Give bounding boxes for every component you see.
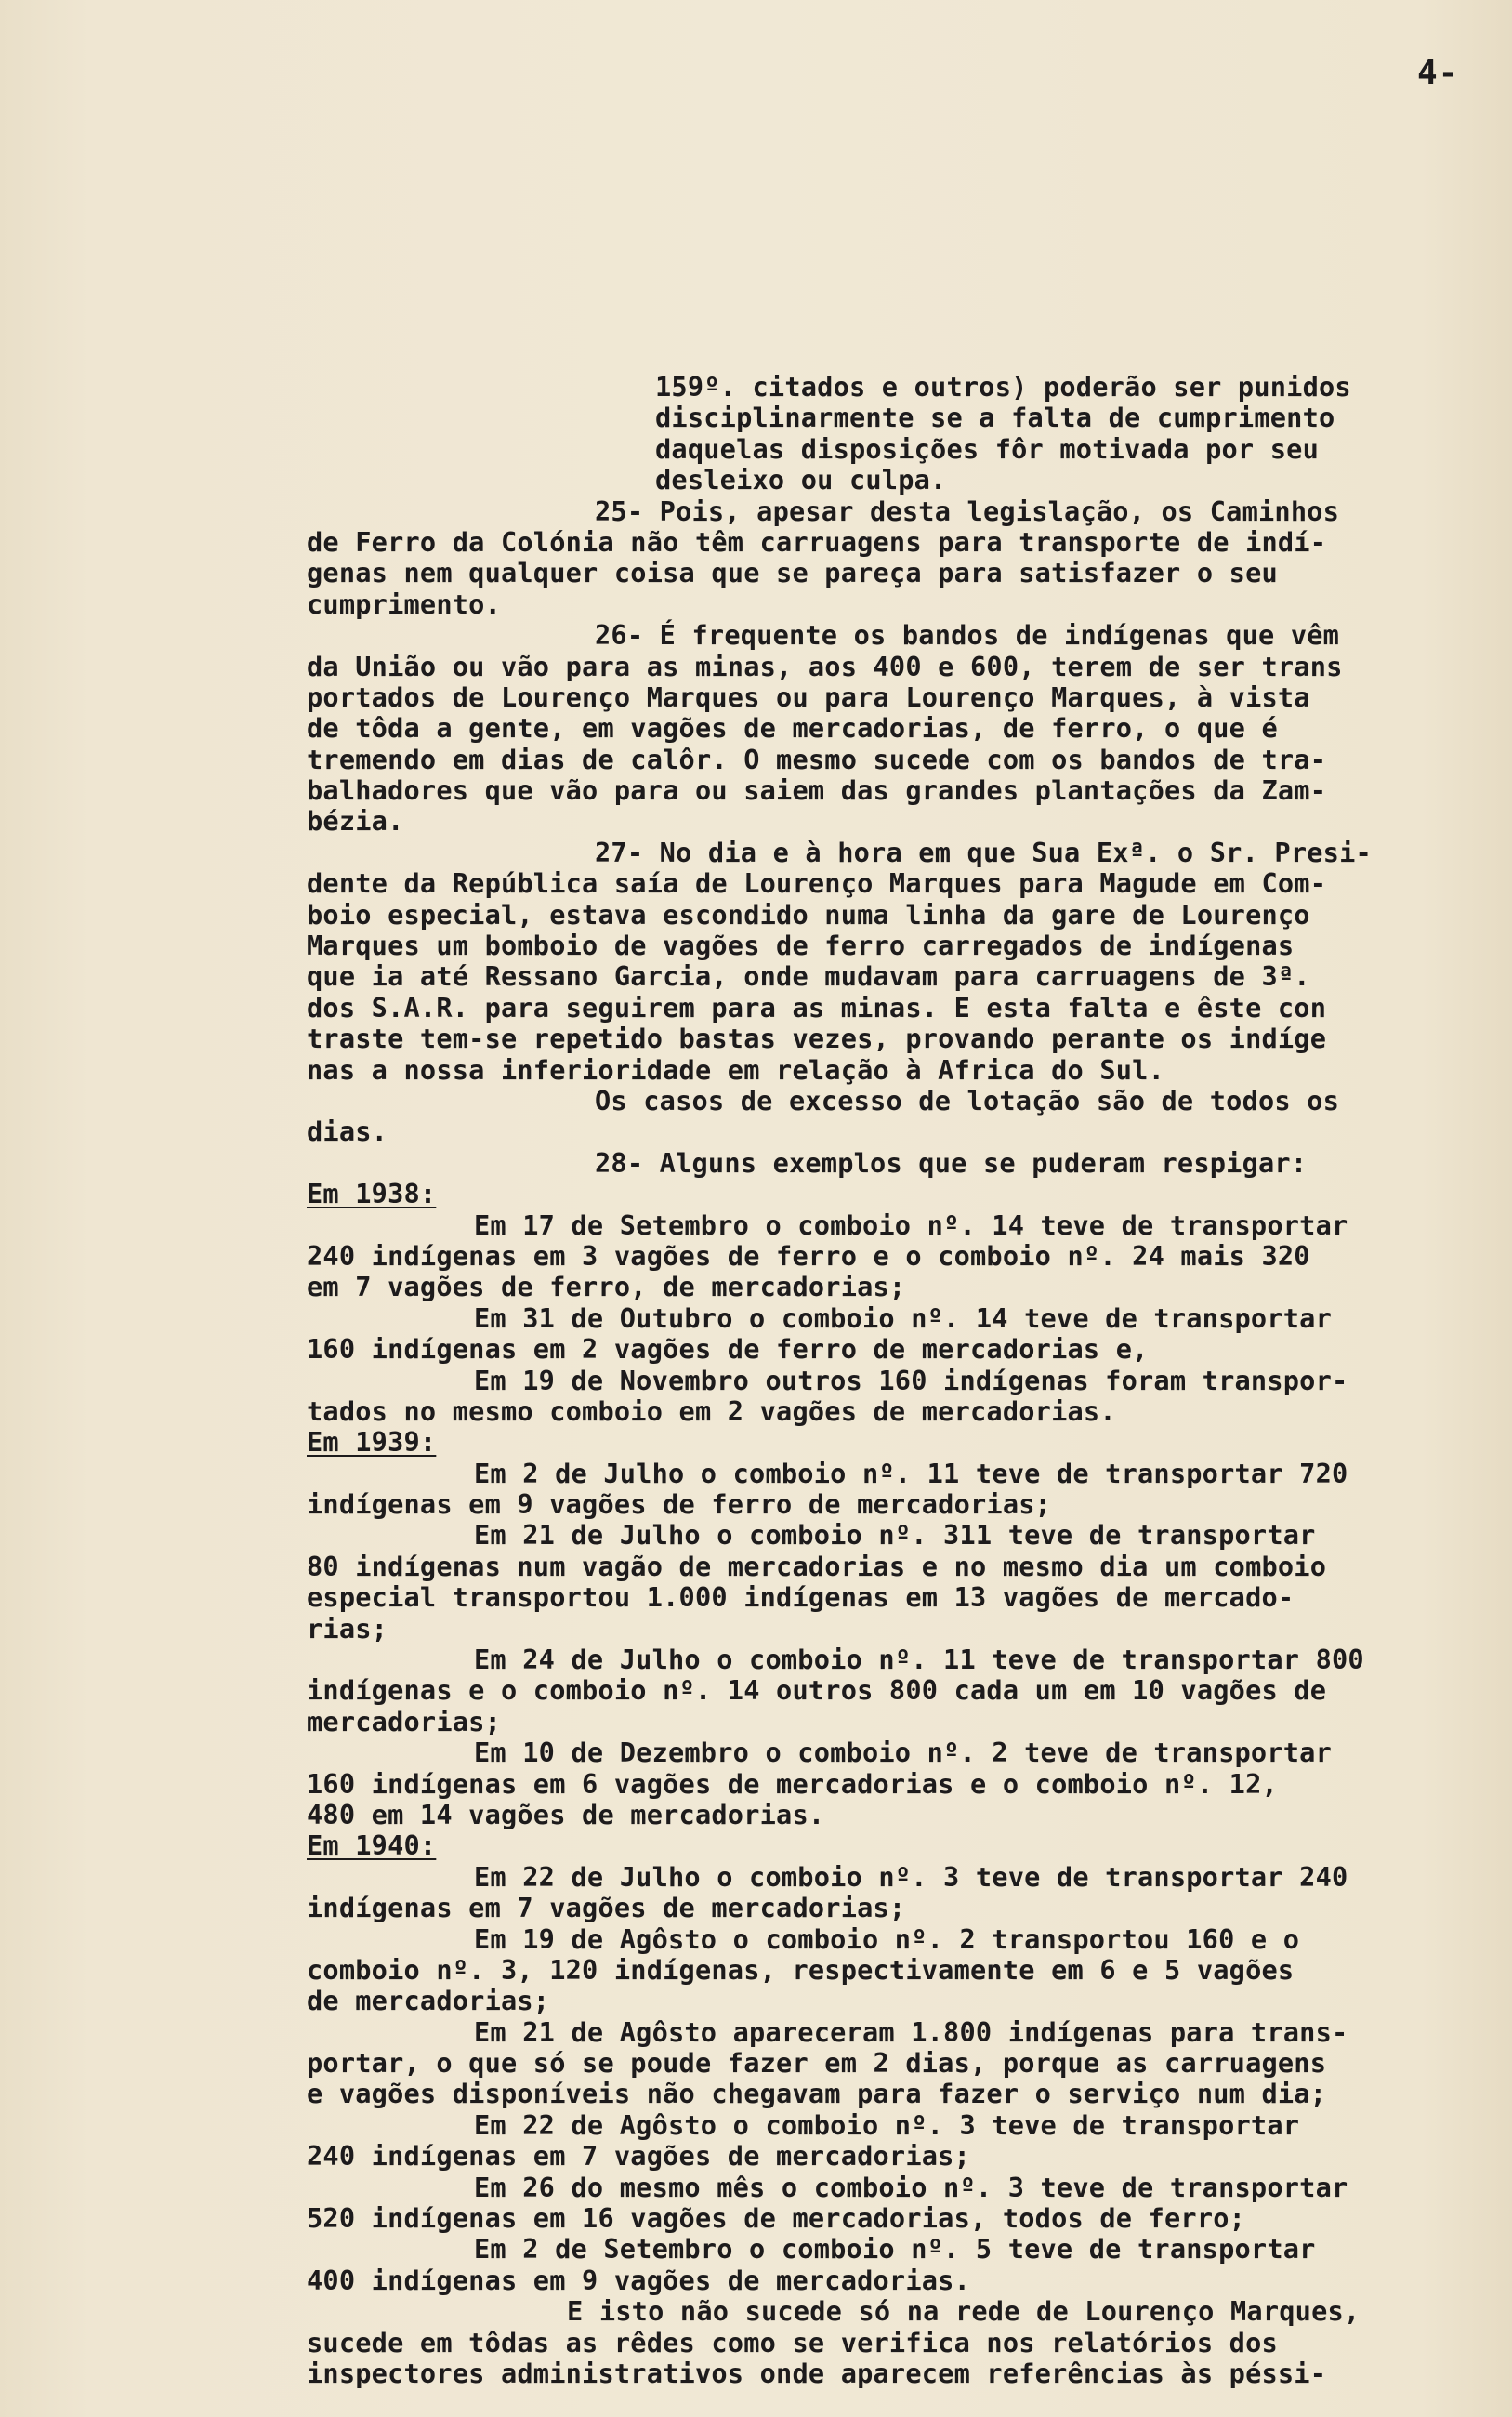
text-line: portados de Lourenço Marques ou para Lourenço Marques, à vista bbox=[307, 680, 1310, 713]
text-line: portar, o que só se poude fazer em 2 dias, porque as carruagens bbox=[307, 2047, 1327, 2080]
year-heading: Em 1938: bbox=[307, 1178, 437, 1210]
text-line bbox=[307, 1427, 1487, 1458]
text-line: cumprimento. bbox=[307, 588, 501, 620]
text-line: comboio nº. 3, 120 indígenas, respectivamente em 6 e 5 vagões bbox=[307, 1953, 1295, 1986]
text-line: especial transportou 1.000 indígenas em 13 vagões de mercado- bbox=[307, 1581, 1295, 1614]
year-heading: Em 1940: bbox=[307, 1829, 437, 1862]
text-line: Marques um bomboio de vagões de ferro carregados de indígenas bbox=[307, 930, 1295, 962]
text-line: nas a nossa inferioridade em relação à Africa do Sul. bbox=[307, 1053, 1164, 1086]
page-number: 4- bbox=[1417, 54, 1460, 92]
text-line: disciplinarmente se a falta de cumprimento bbox=[655, 402, 1335, 434]
text-line: 80 indígenas num vagão de mercadorias e no mesmo dia um comboio bbox=[307, 1550, 1327, 1582]
text-line: de Ferro da Colónia não têm carruagens para transporte de indí- bbox=[307, 525, 1327, 558]
text-line: 520 indígenas em 16 vagões de mercadorias, todos de ferro; bbox=[307, 2202, 1246, 2235]
text-line: 240 indígenas em 7 vagões de mercadorias; bbox=[307, 2140, 971, 2173]
text-line: Em 21 de Julho o comboio nº. 311 teve de transportar bbox=[474, 1519, 1316, 1552]
text-line: Em 2 de Setembro o comboio nº. 5 teve de transportar bbox=[474, 2233, 1316, 2265]
text-line: Em 26 do mesmo mês o comboio nº. 3 teve de transportar bbox=[474, 2171, 1348, 2203]
text-line: da União ou vão para as minas, aos 400 e 600, terem de ser trans bbox=[307, 650, 1343, 682]
text-line: Em 24 de Julho o comboio nº. 11 teve de transportar 800 bbox=[474, 1644, 1364, 1676]
text-line: bézia. bbox=[307, 805, 404, 838]
text-line: dias. bbox=[307, 1116, 388, 1148]
text-line: 28- Alguns exemplos que se puderam respigar: bbox=[595, 1146, 1308, 1179]
text-line: indígenas e o comboio nº. 14 outros 800 cada um em 10 vagões de bbox=[307, 1674, 1327, 1707]
text-line: Em 22 de Agôsto o comboio nº. 3 teve de transportar bbox=[474, 2108, 1300, 2141]
text-line: 160 indígenas em 6 vagões de mercadorias e o comboio nº. 12, bbox=[307, 1767, 1278, 1800]
text-line: dos S.A.R. para seguirem para as minas. E esta falta e êste con bbox=[307, 991, 1327, 1024]
text-line: 160 indígenas em 2 vagões de ferro de mercadorias e, bbox=[307, 1333, 1149, 1366]
text-line: mercadorias; bbox=[307, 1705, 501, 1737]
text-line: 480 em 14 vagões de mercadorias. bbox=[307, 1798, 825, 1830]
text-line: 400 indígenas em 9 vagões de mercadorias. bbox=[307, 2264, 971, 2296]
text-line: Em 21 de Agôsto apareceram 1.800 indígenas para trans- bbox=[474, 2015, 1348, 2048]
text-line: daquelas disposições fôr motivada por seu bbox=[655, 432, 1320, 465]
text-line: boio especial, estava escondido numa linha da gare de Lourenço bbox=[307, 898, 1310, 931]
text-line: traste tem-se repetido bastas vezes, provando perante os indíge bbox=[307, 1023, 1327, 1055]
text-line: desleixo ou culpa. bbox=[655, 464, 947, 496]
text-line: Em 22 de Julho o comboio nº. 3 teve de transportar 240 bbox=[474, 1860, 1348, 1893]
text-line: Os casos de excesso de lotação são de todos os bbox=[595, 1084, 1340, 1116]
text-line: 159º. citados e outros) poderão ser punidos bbox=[655, 371, 1351, 403]
text-line: indígenas em 9 vagões de ferro de mercadorias; bbox=[307, 1488, 1052, 1521]
text-line: Em 2 de Julho o comboio nº. 11 teve de transportar 720 bbox=[474, 1457, 1348, 1489]
text-line bbox=[307, 1830, 1487, 1861]
document-body bbox=[307, 372, 1487, 2389]
text-line: de mercadorias; bbox=[307, 1985, 550, 2017]
text-line: balhadores que vão para ou saiem das grandes plantações da Zam- bbox=[307, 774, 1327, 807]
text-line: genas nem qualquer coisa que se pareça para satisfazer o seu bbox=[307, 557, 1278, 589]
text-line bbox=[307, 1179, 1487, 1209]
text-line: Em 19 de Novembro outros 160 indígenas foram transpor- bbox=[474, 1364, 1348, 1396]
text-line: de tôda a gente, em vagões de mercadorias, de ferro, o que é bbox=[307, 712, 1278, 745]
text-line: 27- No dia e à hora em que Sua Exª. o Sr. Presi- bbox=[595, 836, 1372, 868]
text-line: tremendo em dias de calôr. O mesmo sucede com os bandos de tra- bbox=[307, 743, 1327, 775]
text-line: Em 31 de Outubro o comboio nº. 14 teve de transportar bbox=[474, 1301, 1332, 1334]
text-line: tados no mesmo comboio em 2 vagões de mercadorias. bbox=[307, 1394, 1116, 1427]
text-line: 26- É frequente os bandos de indígenas que vêm bbox=[595, 619, 1340, 652]
text-line: Em 17 de Setembro o comboio nº. 14 teve de transportar bbox=[474, 1208, 1348, 1241]
text-line: E isto não sucede só na rede de Lourenço Marques, bbox=[567, 2295, 1361, 2328]
text-line: sucede em tôdas as rêdes como se verifica nos relatórios dos bbox=[307, 2326, 1278, 2358]
text-line: Em 10 de Dezembro o comboio nº. 2 teve de transportar bbox=[474, 1737, 1332, 1769]
text-line: em 7 vagões de ferro, de mercadorias; bbox=[307, 1271, 906, 1303]
text-line: 240 indígenas em 3 vagões de ferro e o comboio nº. 24 mais 320 bbox=[307, 1239, 1310, 1272]
text-line: indígenas em 7 vagões de mercadorias; bbox=[307, 1892, 906, 1924]
text-line: rias; bbox=[307, 1612, 388, 1644]
text-line: 25- Pois, apesar desta legislação, os Caminhos bbox=[595, 495, 1340, 527]
text-line: dente da República saía de Lourenço Marques para Magude em Com- bbox=[307, 867, 1327, 900]
text-line: Em 19 de Agôsto o comboio nº. 2 transportou 160 e o bbox=[474, 1922, 1300, 1955]
text-line: que ia até Ressano Garcia, onde mudavam para carruagens de 3ª. bbox=[307, 960, 1310, 993]
text-line: inspectores administrativos onde aparecem referências às péssi- bbox=[307, 2358, 1327, 2389]
year-heading: Em 1939: bbox=[307, 1426, 437, 1459]
text-line: e vagões disponíveis não chegavam para fazer o serviço num dia; bbox=[307, 2078, 1327, 2110]
